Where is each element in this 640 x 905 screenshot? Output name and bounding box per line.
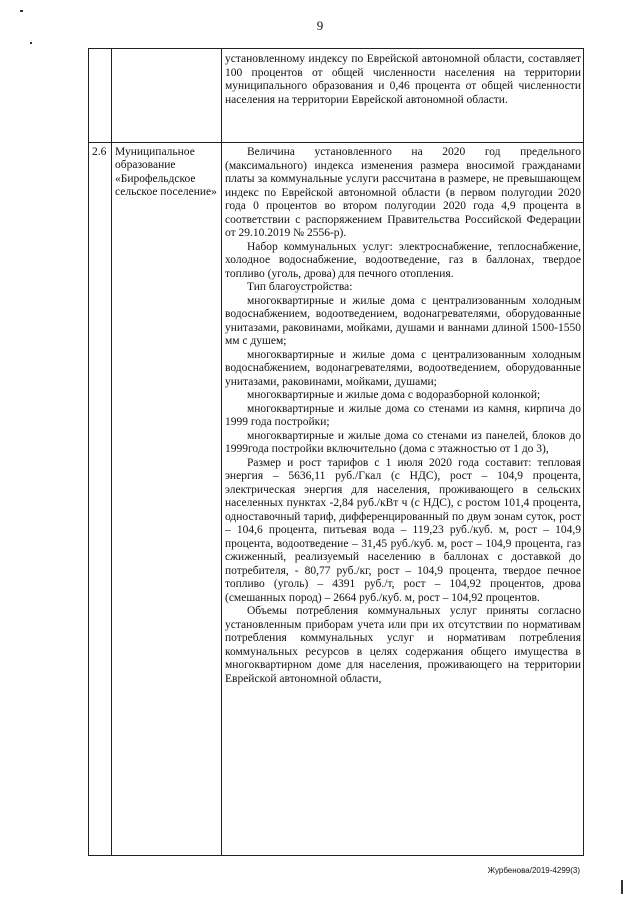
column-divider	[111, 49, 112, 855]
paragraph: установленному индексу по Еврейской автономной области, составляет 100 процентов от общей численности населения на территории муниципального образования и 0,46 процента от общей численности населения на территории Еврейской автономной области.	[225, 53, 581, 106]
municipality-name: Муниципальное образование «Бирофельдское сельское поселение»	[115, 146, 217, 198]
paragraph: Набор коммунальных услуг: электроснабжение, теплоснабжение, холодное водоснабжение, водоотведение, газ в баллонах, твердое топливо (уголь, дрова) для печного отопления.	[225, 240, 581, 280]
paragraph: многоквартирные и жилые дома с водоразборной колонкой;	[247, 389, 541, 401]
continued-text-cell	[225, 53, 581, 107]
column-divider	[221, 49, 222, 855]
paragraph: многоквартирные и жилые дома со стенами из панелей, блоков до 1999года постройки включительно (дома с этажностью от 1 до 3),	[225, 429, 581, 455]
paragraph: многоквартирные и жилые дома с централизованным холодным водоснабжением, водоотведением, водонагревателями, оборудованные унитазами, раковинами, мойками, душами и ваннами длиной 1500-1550 мм с душем;	[225, 294, 581, 347]
paragraph: Размер и рост тарифов с 1 июля 2020 года составит: тепловая энергия – 5636,11 руб./Гкал (с НДС), рост – 104,9 процента, электрическая энергия для населения, проживающего в сельских населенных пунктах -2,84 руб./кВт ч (с НДС), с ростом 101,4 процента, одноставочный тариф, дифференцированный по двум зонам суток, рост – 104,6 процента, питьевая вода – 119,23 руб./куб. м, рост – 104,9 процента, водоотведение – 31,45 руб./куб. м, рост – 104,9 процента, газ сжиженный, реализуемый населению в баллонах с доставкой до потребителя, - 80,77 руб./кг, рост – 104,9 процента, твердое печное топливо (уголь) – 4391 руб./т, рост – 104,92 процентов, дрова (смешанных пород) – 2664 руб./куб. м, рост – 104,92 процентов.	[225, 456, 581, 604]
paragraph: многоквартирные и жилые дома с централизованным холодным водоснабжением, водонагревателями, водоотведением, оборудованные унитазами, раковинами, мойками, душами;	[225, 348, 581, 388]
row-number: 2.6	[92, 146, 107, 158]
scan-mark	[20, 10, 23, 12]
scan-mark	[30, 42, 32, 44]
row-divider	[89, 142, 583, 143]
scan-mark	[621, 880, 623, 894]
document-table	[88, 48, 584, 856]
page-number: 9	[316, 18, 324, 33]
paragraph: многоквартирные и жилые дома со стенами из камня, кирпича до 1999 года постройки;	[225, 402, 581, 428]
paragraph: Величина установленного на 2020 год предельного (максимального) индекса изменения размера вносимой гражданами платы за коммунальные услуги рассчитана в размере, не превышающем индекс по Еврейской автономной области (в первом полугодии 2020 года 0 процентов во втором полугодии 2020 года 4,9 процента в соответствии с распоряжением Правительства Российской Федерации от 29.10.2019 № 2556-р).	[225, 146, 581, 239]
paragraph: Тип благоустройства:	[247, 281, 353, 293]
description-cell	[225, 146, 581, 686]
document-code: Журбенова/2019-4299(3)	[487, 866, 580, 875]
paragraph: Объемы потребления коммунальных услуг приняты согласно установленным приборам учета или при их отсутствии по нормативам потребления коммунальных услуг и нормативам потребления коммунальных ресурсов в целях содержания общего имущества в многоквартирном доме для населения, проживающего на территории Еврейской автономной области,	[225, 605, 581, 685]
